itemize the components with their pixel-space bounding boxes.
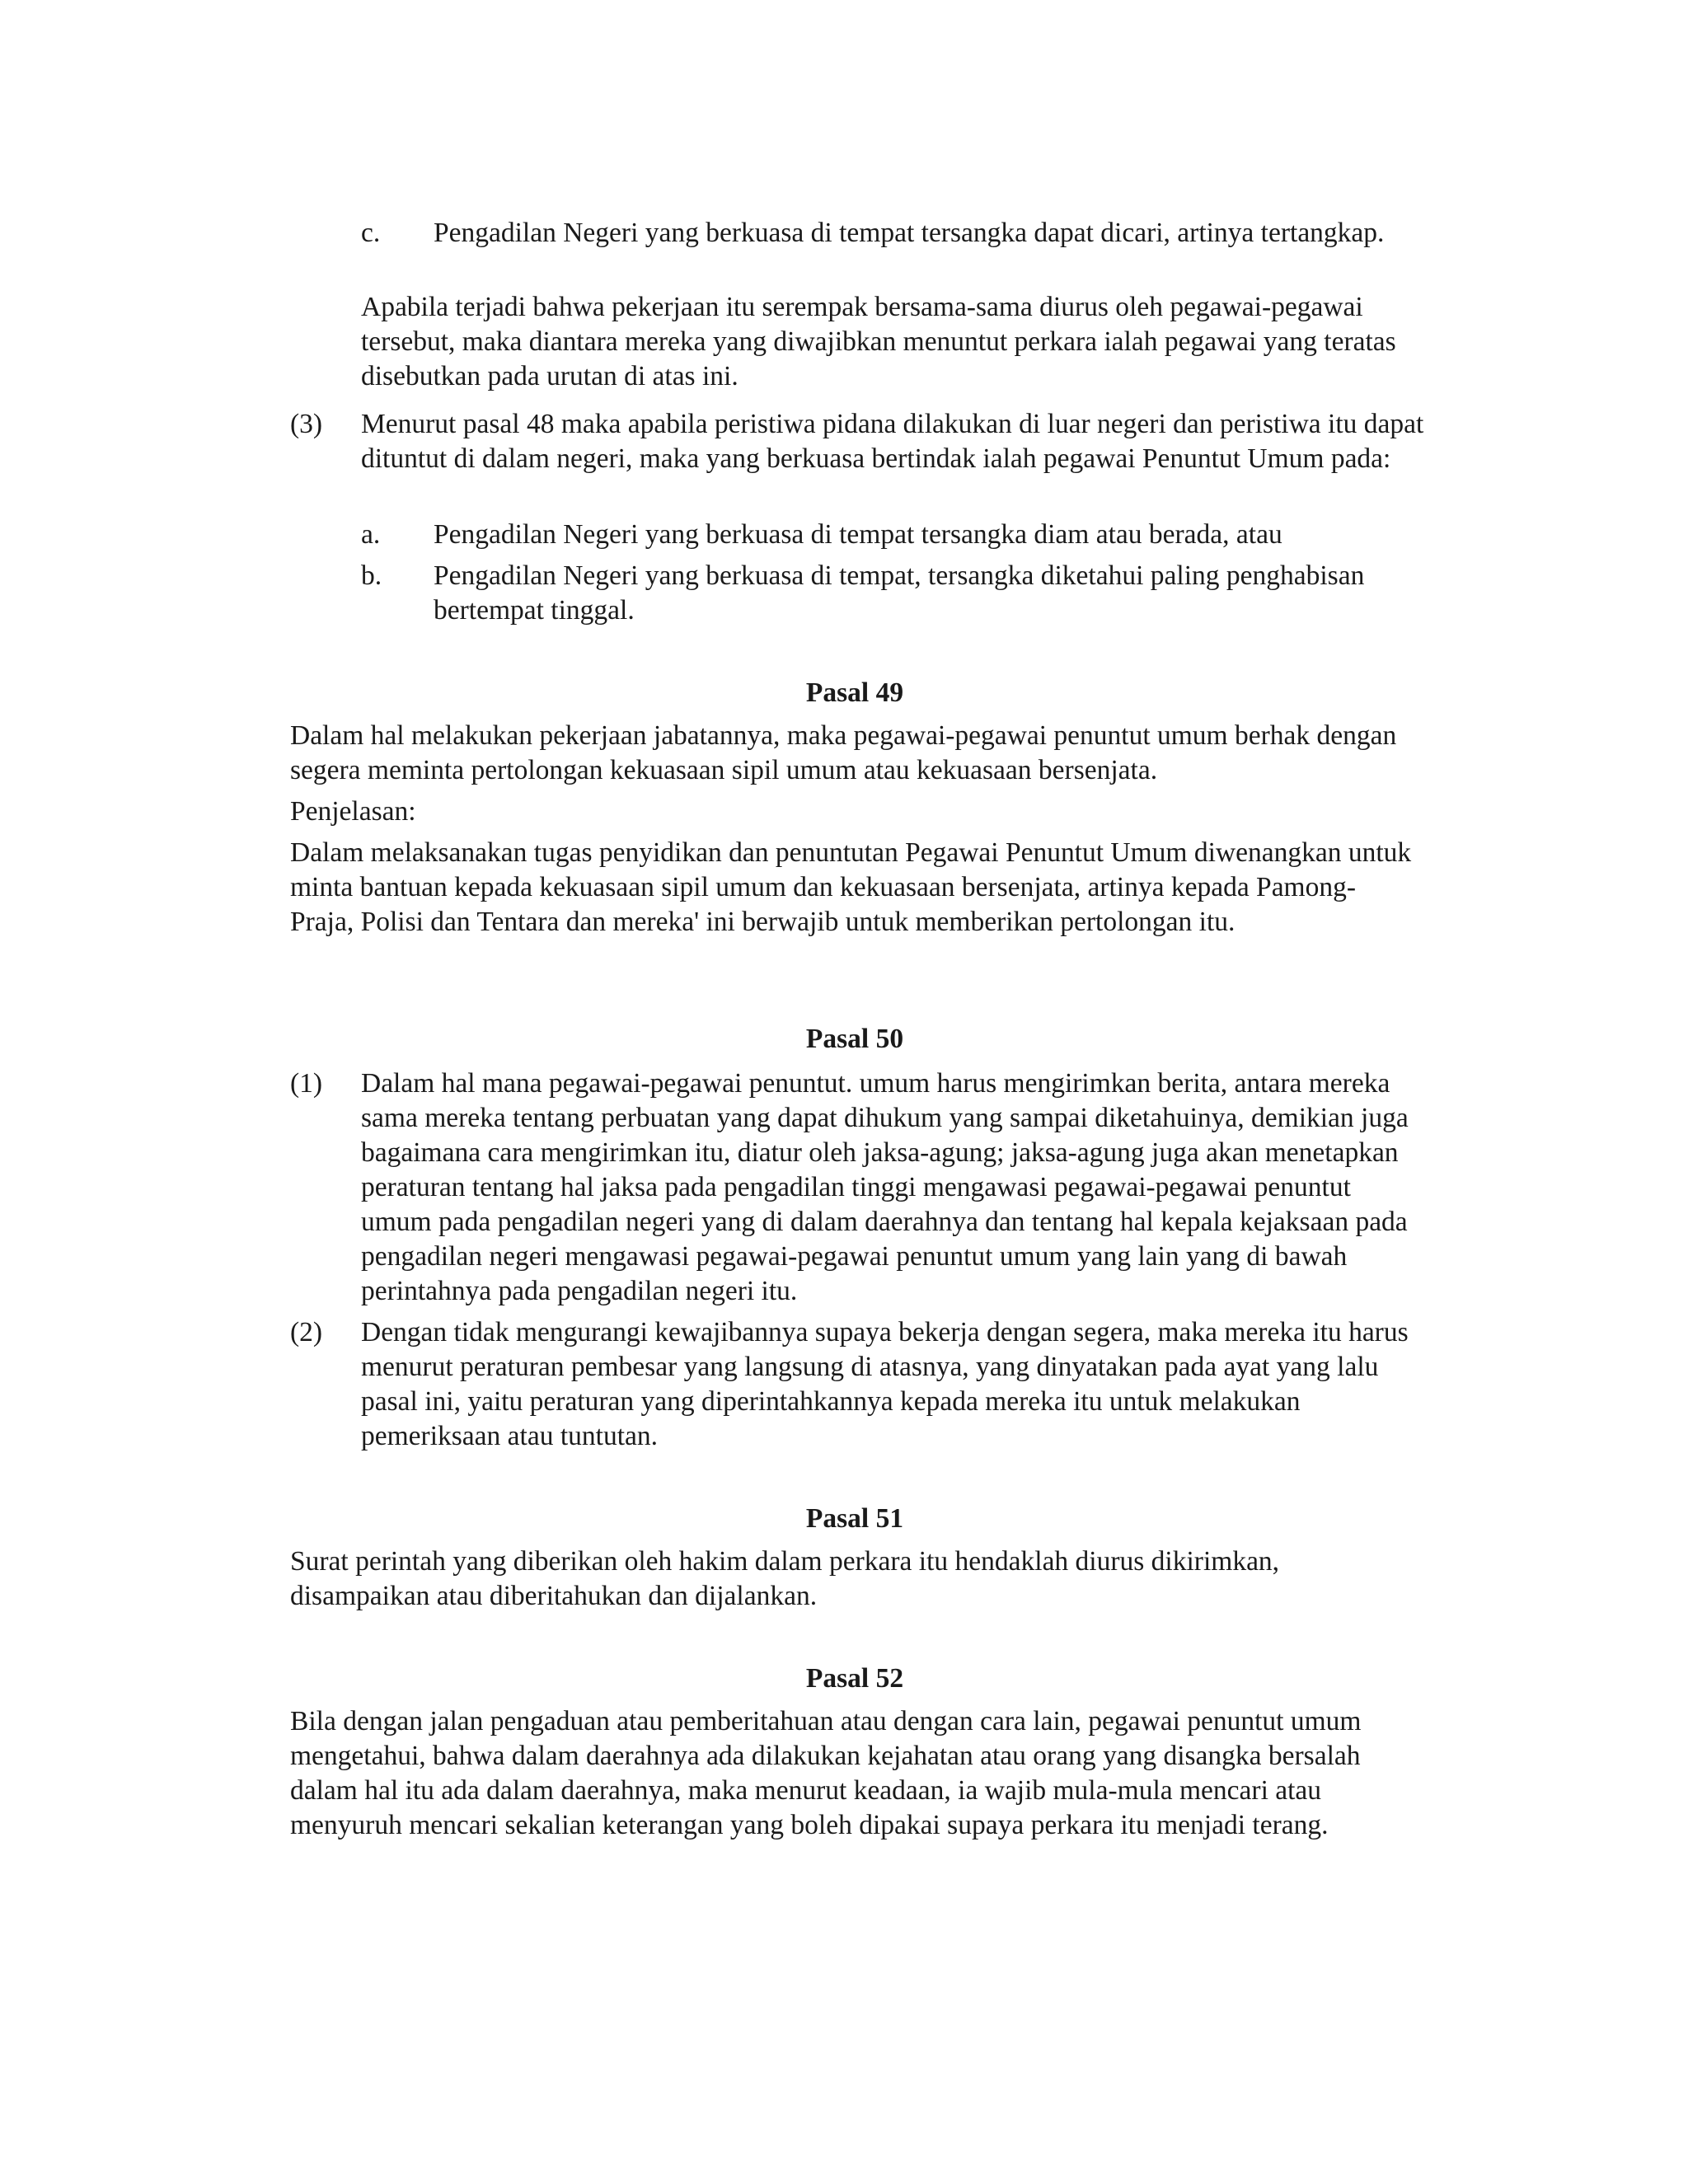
item-c-text: Pengadilan Negeri yang berkuasa di tempat tersangka dapat dicari, artinya tertangkap. <box>434 218 1385 248</box>
pasal-50-item-1-text: Dalam hal mana pegawai-pegawai penuntut. umum harus mengirimkan berita, antara mereka sama mereka tentang perbuatan yang dapat dihukum yang sampai diketahuinya, demikian juga bagaimana cara mengirimkan itu, diatur oleh jaksa-agung; jaksa-agung juga akan menetapkan peraturan tentang hal jaksa pada pengadilan tinggi mengawasi pegawai-pegawai penuntut umum pada pengadilan negeri yang di dalam daerahnya dan tentang hal kepala kejaksaan pada pengadilan negeri mengawasi pegawai-pegawai penuntut umum yang lain yang di bawah perintahnya pada pengadilan negeri itu. <box>361 1068 1409 1306</box>
pasal-50-item-1-marker: (1) <box>290 1068 323 1099</box>
pasal-51-heading: Pasal 51 <box>805 1503 904 1534</box>
item-3a-text: Pengadilan Negeri yang berkuasa di tempat tersangka diam atau berada, atau <box>434 519 1282 550</box>
pasal-50-heading: Pasal 50 <box>805 1024 904 1054</box>
pasal-50-item-2-text: Dengan tidak mengurangi kewajibannya supaya bekerja dengan segera, maka mereka itu harus menurut peraturan pembesar yang langsung di atasnya, yang dinyatakan pada ayat yang lalu pasal ini, yaitu peraturan yang diperintahkannya kepada mereka itu untuk melakukan pemeriksaan atau tuntutan. <box>361 1317 1409 1451</box>
pasal-50-item-2-marker: (2) <box>290 1317 323 1347</box>
item-3b-marker: b. <box>361 560 382 591</box>
pasal-52-body: Bila dengan jalan pengaduan atau pemberitahuan atau dengan cara lain, pegawai penuntut umum mengetahui, bahwa dalam daerahnya ada dilakukan kejahatan atau orang yang disangka bersalah dalam hal itu ada dalam daerahnya, maka menurut keadaan, ia wajib mula-mula mencari atau menyuruh mencari sekalian keterangan yang boleh dipakai supaya perkara itu menjadi terang. <box>290 1706 1362 1840</box>
item-3a-marker: a. <box>361 519 381 550</box>
pasal-49-heading: Pasal 49 <box>805 677 904 708</box>
pasal-49-body: Dalam hal melakukan pekerjaan jabatannya, maka pegawai-pegawai penuntut umum berhak dengan segera meminta pertolongan kekuasaan sipil umum atau kekuasaan bersenjata. <box>290 720 1397 785</box>
pasal-51-body: Surat perintah yang diberikan oleh hakim dalam perkara itu hendaklah diurus dikirimkan, disampaikan atau diberitahukan dan dijalankan. <box>290 1546 1280 1611</box>
pasal-52-heading: Pasal 52 <box>805 1663 904 1694</box>
pasal-49-explanation-label: Penjelasan: <box>290 796 416 827</box>
item-3b-text: Pengadilan Negeri yang berkuasa di tempat, tersangka diketahui paling penghabisan bertempat tinggal. <box>434 560 1365 626</box>
continuation-paragraph: Apabila terjadi bahwa pekerjaan itu serempak bersama-sama diurus oleh pegawai-pegawai tersebut, maka diantara mereka yang diwajibkan menuntut perkara ialah pegawai yang teratas disebutkan pada urutan di atas ini. <box>361 292 1396 391</box>
pasal-49-explanation: Dalam melaksanakan tugas penyidikan dan penuntutan Pegawai Penuntut Umum diwenangkan untuk minta bantuan kepada kekuasaan sipil umum dan kekuasaan bersenjata, artinya kepada Pamong-Praja, Polisi dan Tentara dan mereka' ini berwajib untuk memberikan pertolongan itu. <box>290 837 1412 937</box>
item-3-text: Menurut pasal 48 maka apabila peristiwa pidana dilakukan di luar negeri dan peristiwa itu dapat dituntut di dalam negeri, maka yang berkuasa bertindak ialah pegawai Penuntut Umum pada: <box>361 409 1424 474</box>
item-c-marker: c. <box>361 218 381 248</box>
item-3-marker: (3) <box>290 409 323 439</box>
